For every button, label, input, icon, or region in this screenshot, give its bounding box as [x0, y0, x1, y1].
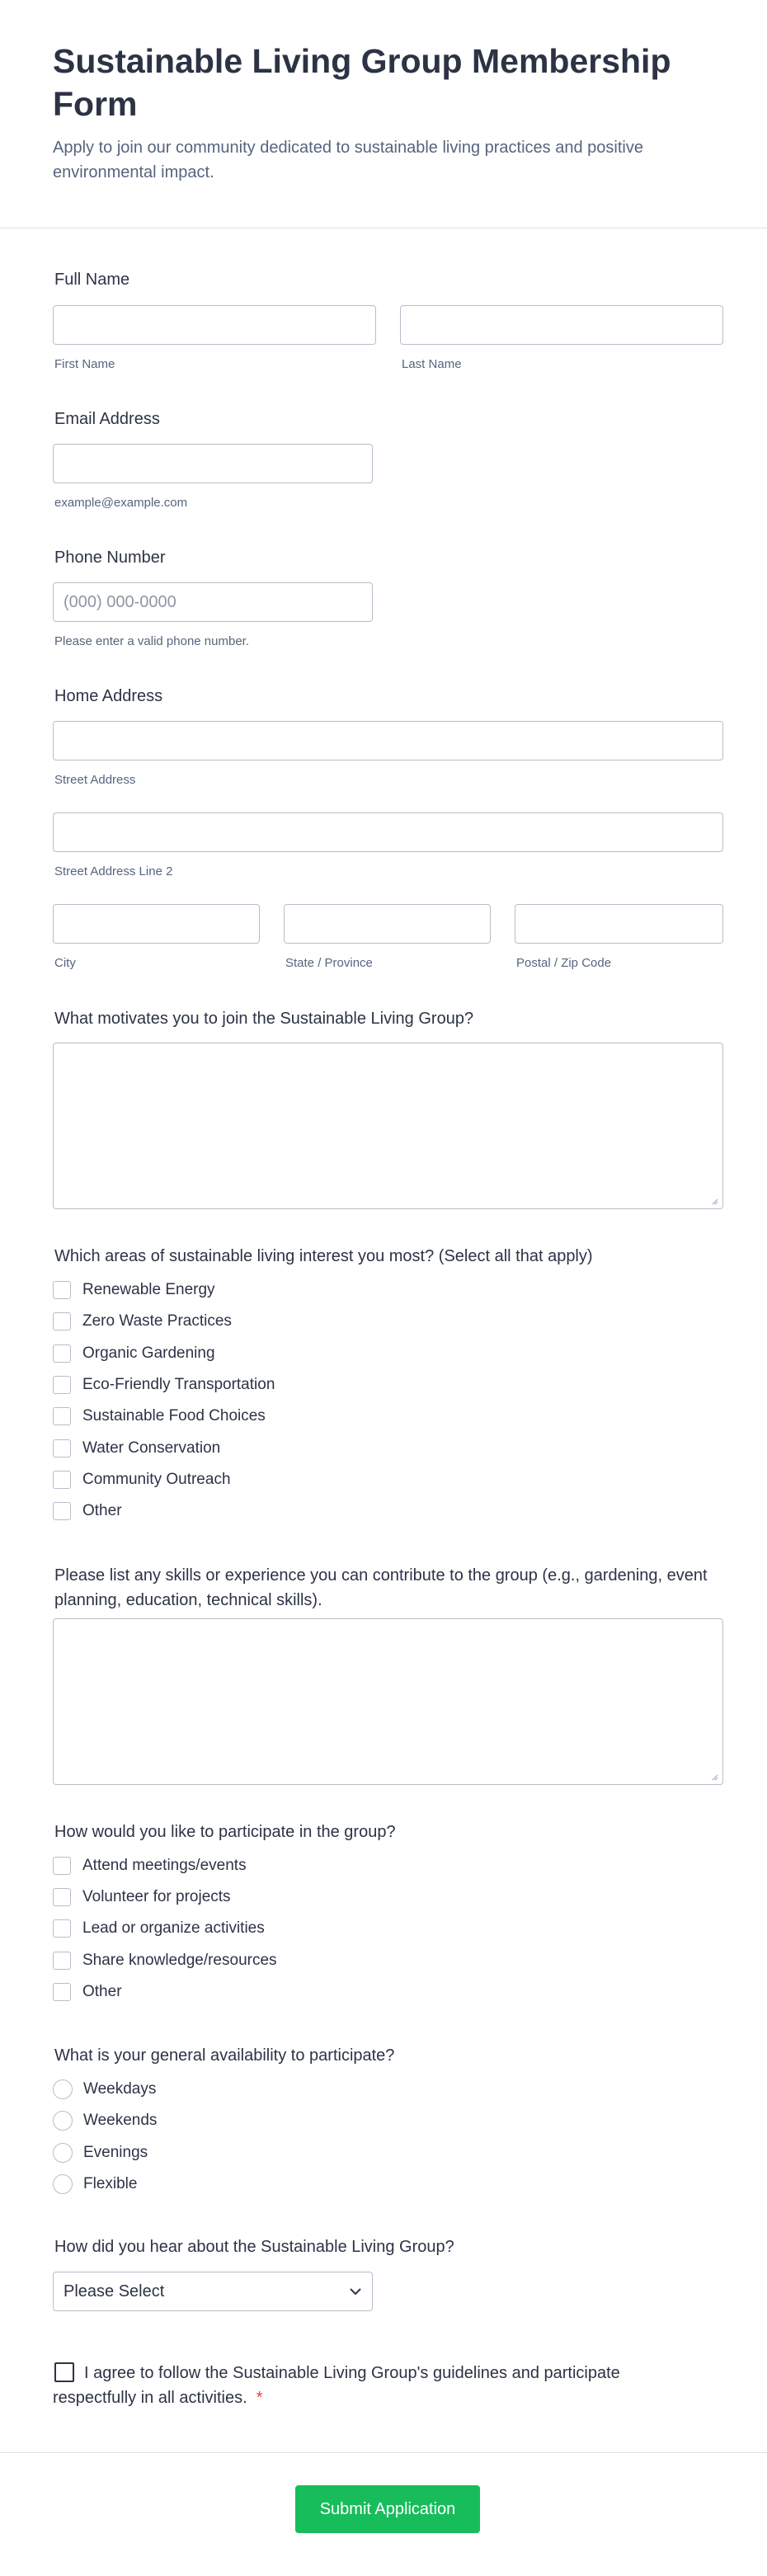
interests-option-label: Sustainable Food Choices: [82, 1407, 266, 1425]
skills-textarea[interactable]: [53, 1618, 723, 1785]
interests-option[interactable]: [53, 1438, 220, 1459]
availability-option-label: Weekends: [83, 2112, 158, 2130]
availability-option[interactable]: [53, 2173, 137, 2195]
participation-option[interactable]: [53, 1950, 277, 1971]
first-name-input[interactable]: [53, 305, 376, 345]
availability-option[interactable]: [53, 2142, 148, 2164]
submit-button[interactable]: Submit Application: [295, 2485, 480, 2533]
terms-checkbox[interactable]: [54, 2362, 74, 2382]
checkbox[interactable]: [53, 1439, 71, 1458]
address-label: Home Address: [54, 687, 163, 705]
phone-field[interactable]: [53, 582, 373, 622]
participation-option[interactable]: [53, 1855, 247, 1877]
interests-option[interactable]: [53, 1406, 266, 1427]
street-address-input[interactable]: [53, 721, 723, 761]
email-label: Email Address: [54, 410, 160, 428]
referral-label: How did you hear about the Sustainable Living Group?: [54, 2238, 454, 2256]
availability-option[interactable]: [53, 2079, 156, 2100]
resize-grip-icon[interactable]: [710, 1773, 718, 1781]
interests-option-label: Renewable Energy: [82, 1281, 215, 1298]
interests-option-label: Other: [82, 1502, 122, 1520]
checkbox[interactable]: [53, 1471, 71, 1489]
checkbox[interactable]: [53, 1376, 71, 1394]
resize-grip-icon[interactable]: [710, 1197, 718, 1205]
interests-option[interactable]: [53, 1311, 232, 1332]
availability-option[interactable]: [53, 2110, 157, 2131]
motivation-textarea[interactable]: [53, 1043, 723, 1209]
interests-label: Which areas of sustainable living interest you most? (Select all that apply): [54, 1247, 593, 1265]
checkbox[interactable]: [53, 1345, 71, 1363]
checkbox[interactable]: [53, 1983, 71, 2001]
checkbox[interactable]: [53, 1952, 71, 1970]
interests-option[interactable]: [53, 1279, 215, 1301]
availability-option-label: Evenings: [83, 2143, 148, 2161]
participation-option-label: Other: [82, 1982, 122, 2000]
availability-label: What is your general availability to participate?: [54, 2046, 395, 2065]
referral-select[interactable]: [53, 2272, 373, 2311]
participation-option[interactable]: [53, 1981, 122, 2003]
radio-button[interactable]: [53, 2174, 73, 2194]
last-name-input[interactable]: [400, 305, 723, 345]
availability-option-label: Flexible: [83, 2174, 138, 2192]
radio-button[interactable]: [53, 2111, 73, 2131]
interests-option-label: Zero Waste Practices: [82, 1312, 232, 1330]
motivation-label: What motivates you to join the Sustainable Living Group?: [54, 1010, 474, 1028]
interests-option-label: Eco-Friendly Transportation: [82, 1375, 275, 1393]
availability-option-label: Weekdays: [83, 2080, 157, 2098]
footer-divider: [0, 2452, 767, 2453]
interests-option[interactable]: [53, 1374, 275, 1396]
interests-option[interactable]: [53, 1500, 122, 1522]
city-input[interactable]: [53, 904, 260, 944]
email-sublabel: example@example.com: [54, 496, 188, 510]
city-sublabel: City: [54, 956, 76, 970]
last-name-sublabel: Last Name: [402, 357, 462, 371]
form-header: [0, 0, 767, 228]
interests-option[interactable]: [53, 1469, 231, 1491]
zip-sublabel: Postal / Zip Code: [516, 956, 612, 970]
checkbox[interactable]: [53, 1407, 71, 1425]
page-title: Sustainable Living Group Membership Form: [53, 42, 671, 123]
participation-option-label: Attend meetings/events: [82, 1857, 247, 1874]
phone-label: Phone Number: [54, 549, 166, 567]
checkbox[interactable]: [53, 1312, 71, 1330]
first-name-sublabel: First Name: [54, 357, 115, 371]
checkbox[interactable]: [53, 1281, 71, 1299]
terms-label: I agree to follow the Sustainable Living Group's guidelines and participate respectfully in all activities.: [53, 2364, 620, 2407]
email-field[interactable]: [53, 444, 373, 483]
interests-option-label: Organic Gardening: [82, 1344, 215, 1362]
interests-option-label: Water Conservation: [82, 1439, 221, 1457]
state-input[interactable]: [284, 904, 491, 944]
participation-option-label: Volunteer for projects: [82, 1888, 231, 1906]
checkbox[interactable]: [53, 1888, 71, 1906]
participation-option[interactable]: [53, 1886, 231, 1908]
participation-option[interactable]: [53, 1918, 265, 1939]
phone-sublabel: Please enter a valid phone number.: [54, 634, 249, 648]
radio-button[interactable]: [53, 2143, 73, 2163]
interests-option-label: Community Outreach: [82, 1470, 231, 1488]
chevron-down-icon: [349, 2287, 362, 2296]
required-mark: *: [256, 2389, 263, 2407]
participation-option-label: Lead or organize activities: [82, 1919, 265, 1938]
street-address-line2-input[interactable]: [53, 812, 723, 852]
skills-label: Please list any skills or experience you can contribute to the group (e.g., gardening, event planning, education, technical skills).: [54, 1566, 708, 1609]
checkbox[interactable]: [53, 1857, 71, 1875]
zip-input[interactable]: [515, 904, 723, 944]
terms-text: [53, 2361, 630, 2410]
full-name-label: Full Name: [54, 271, 130, 289]
participation-label: How would you like to participate in the group?: [54, 1823, 396, 1841]
participation-option-label: Share knowledge/resources: [82, 1951, 277, 1969]
referral-select-value: Please Select: [64, 2282, 165, 2301]
checkbox[interactable]: [53, 1502, 71, 1520]
street-address-line2-sublabel: Street Address Line 2: [54, 864, 173, 878]
radio-button[interactable]: [53, 2079, 73, 2099]
state-sublabel: State / Province: [285, 956, 373, 970]
street-address-sublabel: Street Address: [54, 773, 136, 787]
page-subtitle: Apply to join our community dedicated to sustainable living practices and positive environmental impact.: [53, 139, 643, 181]
checkbox[interactable]: [53, 1919, 71, 1938]
interests-option[interactable]: [53, 1343, 215, 1364]
